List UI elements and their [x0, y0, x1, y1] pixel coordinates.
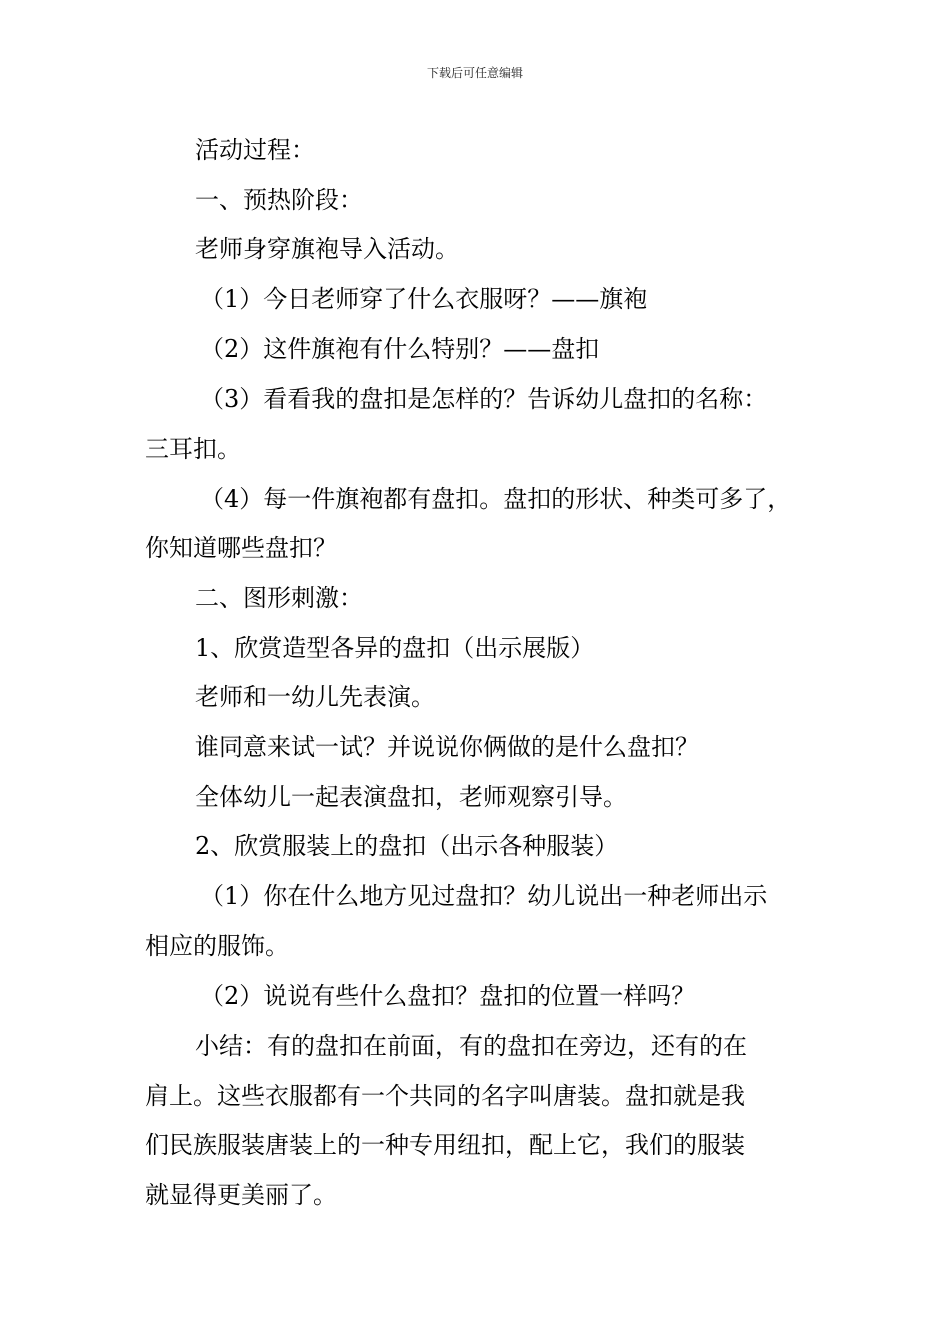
text-line: 2、欣赏服装上的盘扣（出示各种服装）: [195, 832, 619, 860]
text-line: 肩上。这些衣服都有一个共同的名字叫唐装。盘扣就是我: [145, 1082, 745, 1110]
text-line: 相应的服饰。: [145, 932, 289, 960]
text-line-summary: 小结：有的盘扣在前面，有的盘扣在旁边，还有的在: [195, 1032, 747, 1060]
text-line-section-2-heading: 二、图形刺激：: [195, 584, 363, 612]
text-line: 们民族服装唐装上的一种专用纽扣，配上它，我们的服装: [145, 1131, 745, 1159]
text-line: （2）这件旗袍有什么特别？——盘扣: [200, 335, 600, 363]
text-line: 全体幼儿一起表演盘扣，老师观察引导。: [195, 783, 627, 811]
text-line: 老师身穿旗袍导入活动。: [195, 235, 459, 263]
text-line: 就显得更美丽了。: [145, 1181, 337, 1209]
text-line: 谁同意来试一试？并说说你俩做的是什么盘扣？: [195, 733, 699, 761]
text-line: （1）你在什么地方见过盘扣？幼儿说出一种老师出示: [200, 882, 768, 910]
text-line: 三耳扣。: [145, 435, 241, 463]
text-line: （1）今日老师穿了什么衣服呀？——旗袍: [200, 285, 648, 313]
page-header: 下载后可任意编辑: [426, 66, 523, 80]
text-line: 你知道哪些盘扣？: [145, 534, 337, 562]
text-line: （3）看看我的盘扣是怎样的？告诉幼儿盘扣的名称：: [200, 385, 768, 413]
text-line-section-1-heading: 一、预热阶段：: [195, 186, 363, 214]
text-line: 老师和一幼儿先表演。: [195, 683, 435, 711]
text-line: 1、欣赏造型各异的盘扣（出示展版）: [195, 634, 595, 662]
text-line: （2）说说有些什么盘扣？盘扣的位置一样吗？: [200, 982, 696, 1010]
text-line-activity-process: 活动过程：: [195, 136, 315, 164]
text-line: （4）每一件旗袍都有盘扣。盘扣的形状、种类可多了，: [200, 485, 792, 513]
